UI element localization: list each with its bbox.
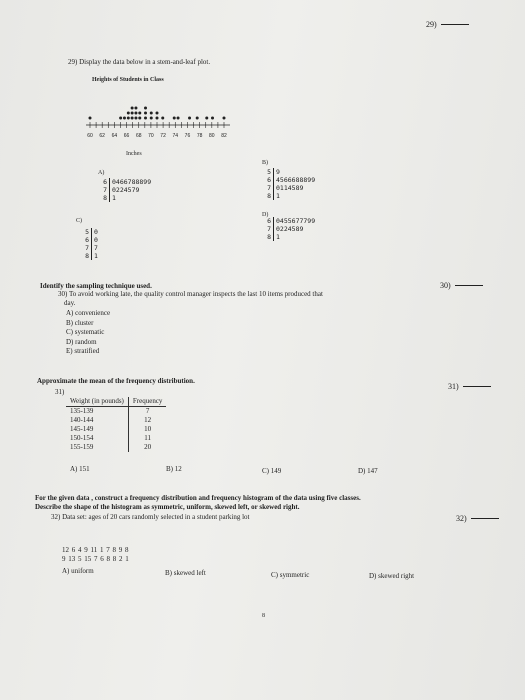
dot-plot-dot xyxy=(156,117,159,120)
dot-plot-dot xyxy=(131,107,134,110)
leaf-values: 1 xyxy=(276,192,280,200)
table-row xyxy=(66,407,166,417)
stem-value: 5 xyxy=(82,228,92,236)
dot-plot-dot xyxy=(150,112,153,115)
dot-plot-dot xyxy=(89,117,92,120)
leaf-values: 0 xyxy=(94,236,98,244)
leaf-values: 0 xyxy=(94,228,98,236)
dot-plot-dot xyxy=(127,112,130,115)
stem-value: 5 xyxy=(264,168,274,176)
q30-choice-b: B) cluster xyxy=(66,318,94,327)
q31-choice-b: B) 12 xyxy=(166,465,182,473)
option-c-stemplot xyxy=(82,228,98,260)
q29-answer-number: 29) xyxy=(426,20,469,29)
axis-tick-label: 82 xyxy=(221,133,227,139)
axis-tick-label: 74 xyxy=(172,133,179,139)
axis-tick-label: 66 xyxy=(123,133,130,139)
stem-row xyxy=(100,178,151,186)
dot-plot-dot xyxy=(188,117,191,120)
frequency-table xyxy=(66,397,166,452)
dot-plot-dot xyxy=(134,117,137,120)
dot-plot-dot xyxy=(131,112,134,115)
q30-choice-e: E) stratified xyxy=(66,347,100,355)
leaf-values: 0224579 xyxy=(112,186,140,194)
q31-answer-number: 31) xyxy=(448,382,491,391)
stem-value: 8 xyxy=(82,252,92,260)
q30-choices xyxy=(66,309,110,357)
option-b-label: B) xyxy=(262,160,268,166)
stem-row xyxy=(264,176,315,184)
q30-question-line1: 30) To avoid working late, the quality control manager inspects the last 10 items produced that xyxy=(58,290,323,298)
dot-plot-dot xyxy=(150,117,153,120)
axis-tick-label: 68 xyxy=(135,133,142,139)
stem-row xyxy=(82,228,98,236)
stem-row xyxy=(264,168,315,176)
q32-choice-c: C) symmetric xyxy=(271,571,310,579)
dot-plot-dot xyxy=(156,112,159,115)
q30-choice-c: C) systematic xyxy=(66,328,105,336)
weight-cell: 155-159 xyxy=(70,443,94,451)
axis-tick-label: 60 xyxy=(87,133,93,139)
col-weight-header: Weight (in pounds) xyxy=(66,397,128,407)
weight-cell: 145-149 xyxy=(70,425,94,433)
col-frequency-header: Frequency xyxy=(128,397,166,407)
leaf-values: 1 xyxy=(276,233,280,241)
dot-plot-dot xyxy=(123,117,126,120)
option-d-label: D) xyxy=(262,212,269,218)
stem-value: 6 xyxy=(264,217,274,225)
option-d-stemplot xyxy=(264,217,315,241)
axis-tick-label: 78 xyxy=(196,133,203,139)
option-b-stemplot xyxy=(264,168,315,200)
q32-question: 32) Data set: ages of 20 cars randomly selected in a student parking lot xyxy=(51,513,250,521)
stem-row xyxy=(82,252,98,260)
stem-row xyxy=(100,194,151,202)
frequency-cell: 10 xyxy=(128,425,166,434)
dot-plot-dot xyxy=(144,117,147,120)
leaf-values: 0466788899 xyxy=(112,178,152,186)
dot-plot-dot xyxy=(177,117,180,120)
axis-tick-label: 76 xyxy=(184,133,191,139)
leaf-values: 9 xyxy=(276,168,280,176)
weight-cell: 135-139 xyxy=(70,407,94,415)
q29-prompt: 29) Display the data below in a stem-and-leaf plot. xyxy=(68,58,211,66)
table-row xyxy=(66,425,166,434)
stem-value: 7 xyxy=(82,244,92,252)
option-a-label: A) xyxy=(98,170,105,176)
stem-value: 6 xyxy=(264,176,274,184)
q32-header-line2: Describe the shape of the histogram as symmetric, uniform, skewed left, or skewed right. xyxy=(35,503,300,511)
q31-choice-d: D) 147 xyxy=(358,467,378,475)
q32-choice-a: A) uniform xyxy=(62,567,94,575)
stem-value: 6 xyxy=(100,178,110,186)
q32-answer-number: 32) xyxy=(456,514,499,523)
stem-value: 6 xyxy=(82,236,92,244)
dot-plot-dot xyxy=(196,117,199,120)
q32-data-line1: 12 6 4 9 11 1 7 8 9 8 xyxy=(62,546,129,554)
table-row xyxy=(66,443,166,452)
axis-tick-label: 64 xyxy=(111,133,118,139)
dot-plot-dot xyxy=(161,117,164,120)
frequency-cell: 20 xyxy=(128,443,166,452)
dot-plot-title: Heights of Students in Class xyxy=(92,77,164,83)
option-c-label: C) xyxy=(76,218,82,224)
leaf-values: 0455677799 xyxy=(276,217,316,225)
dot-plot-dot xyxy=(223,117,226,120)
axis-tick-label: 80 xyxy=(209,133,215,139)
stem-value: 8 xyxy=(264,233,274,241)
frequency-cell: 12 xyxy=(128,416,166,425)
stem-row xyxy=(264,225,315,233)
stem-row xyxy=(264,217,315,225)
q30-choice-d: D) random xyxy=(66,337,97,346)
dot-plot-dot xyxy=(138,117,141,120)
dot-plot-dot xyxy=(211,117,214,120)
frequency-cell: 11 xyxy=(128,434,166,443)
weight-cell: 140-144 xyxy=(70,416,94,424)
q30-header: Identify the sampling technique used. xyxy=(40,282,152,290)
dot-plot-dot xyxy=(138,112,141,115)
dot-plot-dot xyxy=(127,117,130,120)
weight-cell: 150-154 xyxy=(70,434,94,442)
q32-choice-d: D) skewed right xyxy=(369,572,415,580)
dot-plot-dot xyxy=(134,112,137,115)
dot-plot-dot xyxy=(131,117,134,120)
stem-row xyxy=(264,192,315,200)
q32-choice-b: B) skewed left xyxy=(165,569,206,577)
dot-plot-dot xyxy=(144,107,147,110)
table-row xyxy=(66,434,166,443)
q30-question-line2: day. xyxy=(64,299,76,307)
axis-tick-label: 72 xyxy=(160,133,166,139)
axis-tick-label: 70 xyxy=(148,133,154,139)
dot-plot-dot xyxy=(144,112,147,115)
stem-row xyxy=(82,244,98,252)
stem-value: 8 xyxy=(264,192,274,200)
stem-row xyxy=(100,186,151,194)
stem-value: 7 xyxy=(264,225,274,233)
q31-sub-number: 31) xyxy=(55,388,65,396)
q31-choice-c: C) 149 xyxy=(262,467,282,475)
leaf-values: 1 xyxy=(94,252,98,260)
axis-tick-label: 62 xyxy=(99,133,105,139)
q32-header-line1: For the given data , construct a frequency distribution and frequency histogram of the data using five classes. xyxy=(35,494,361,502)
dot-plot-dot xyxy=(119,117,122,120)
q30-choice-a: A) convenience xyxy=(66,309,111,317)
leaf-values: 0114589 xyxy=(276,184,304,192)
dot-plot xyxy=(84,94,234,148)
stem-value: 7 xyxy=(264,184,274,192)
leaf-values: 4566688899 xyxy=(276,176,316,184)
stem-row xyxy=(264,233,315,241)
leaf-values: 0224589 xyxy=(276,225,304,233)
dot-plot-dot xyxy=(173,117,176,120)
dot-plot-dot xyxy=(134,107,137,110)
dot-plot-dot xyxy=(205,117,208,120)
frequency-cell: 7 xyxy=(128,407,166,417)
leaf-values: 1 xyxy=(112,194,116,202)
option-a-stemplot xyxy=(100,178,151,202)
q30-answer-number: 30) xyxy=(440,281,483,290)
q31-choice-a: A) 151 xyxy=(70,465,90,473)
stem-value: 7 xyxy=(100,186,110,194)
q32-data-line2: 9 13 5 15 7 6 8 8 2 1 xyxy=(62,555,129,563)
table-row xyxy=(66,416,166,425)
page-number: 8 xyxy=(262,613,265,619)
stem-row xyxy=(82,236,98,244)
stem-value: 8 xyxy=(100,194,110,202)
stem-row xyxy=(264,184,315,192)
q31-header: Approximate the mean of the frequency distribution. xyxy=(37,377,195,385)
leaf-values: 7 xyxy=(94,244,98,252)
dot-plot-axis-label: Inches xyxy=(126,151,142,157)
